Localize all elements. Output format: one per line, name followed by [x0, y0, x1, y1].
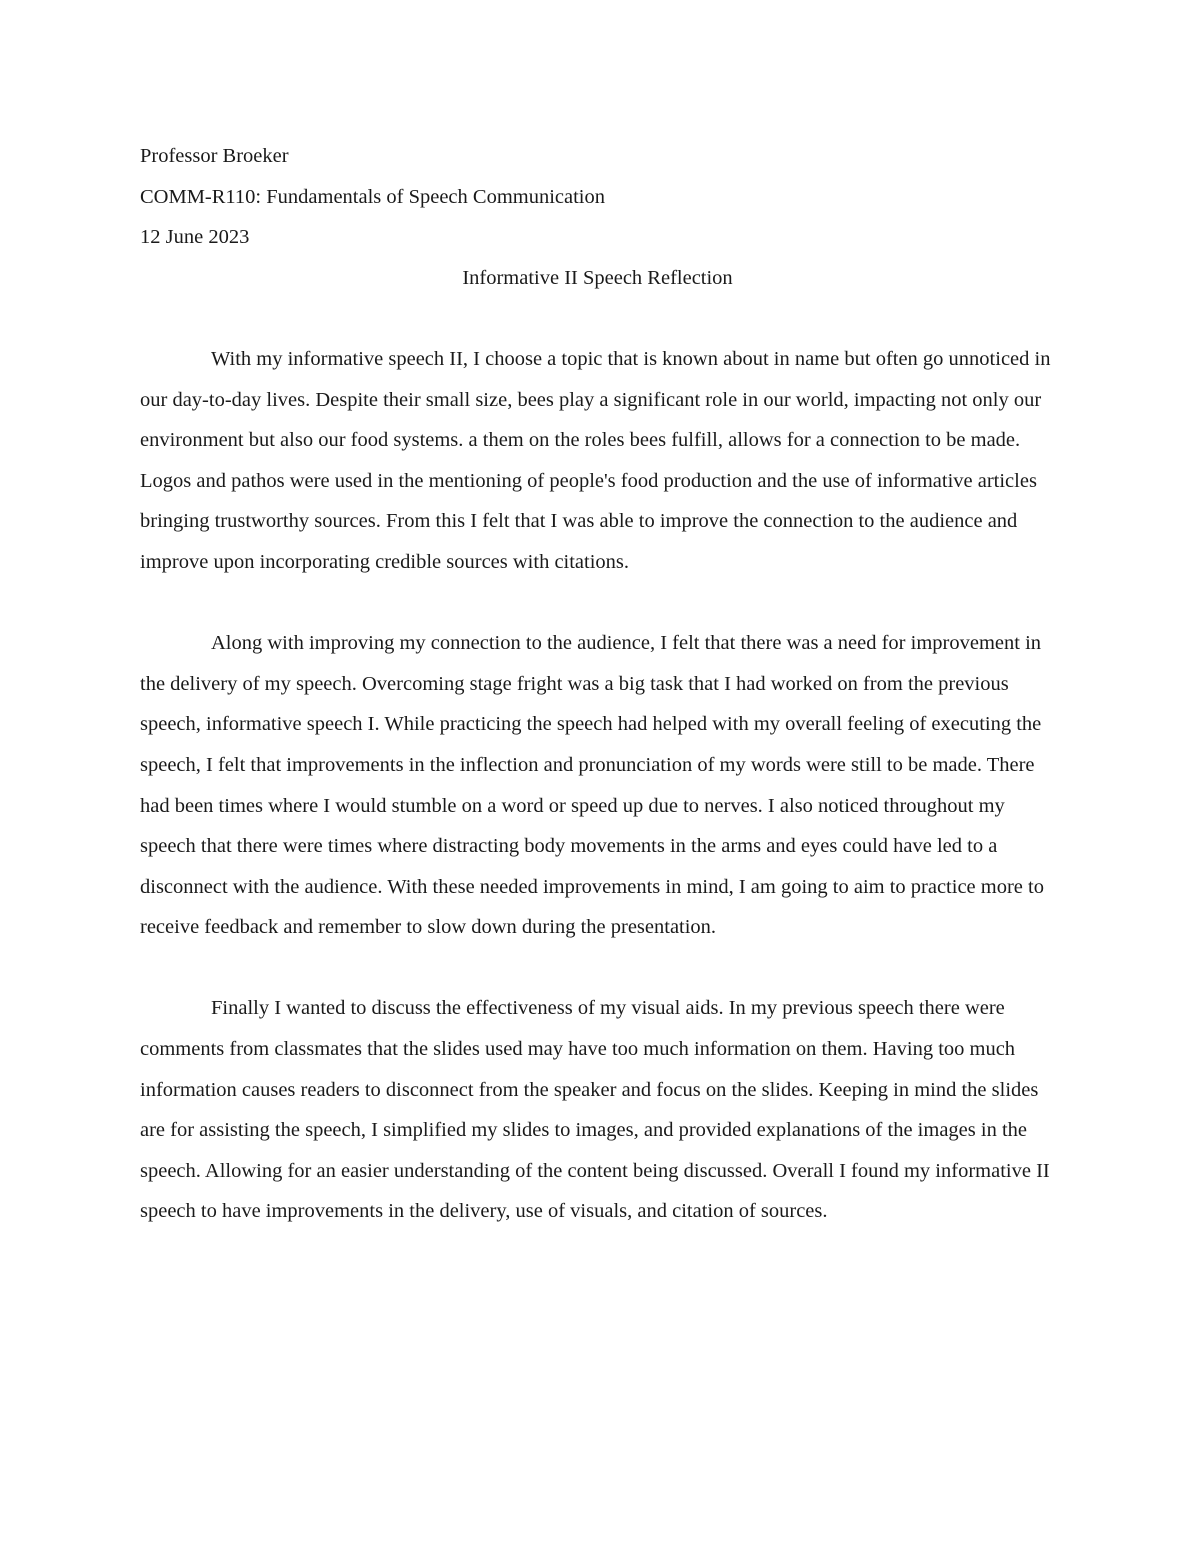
paragraph-2: Along with improving my connection to the audience, I felt that there was a need for improvement in the delivery of my speech. Overcoming stage fright was a big task that I had worked on from the previous speech, informative speech I. While practicing the speech had helped with my overall feeling of executing the speech, I felt that improvements in the inflection and pronunciation of my words were still to be made. There had been times where I would stumble on a word or speed up due to nerves. I also noticed throughout my speech that there were times where distracting body movements in the arms and eyes could have led to a disconnect with the audience. With these needed improvements in mind, I am going to aim to practice more to receive feedback and remember to slow down during the presentation.	[140, 632, 1044, 939]
document-title: Informative II Speech Reflection	[462, 266, 733, 289]
paragraph-1: With my informative speech II, I choose a topic that is known about in name but often go unnoticed in our day-to-day lives. Despite their small size, bees play a significant role in our world, impacting not only our environment but also our food systems. a them on the roles bees fulfill, allows for a connection to be made. Logos and pathos were used in the mentioning of people's food production and the use of informative articles bringing trustworthy sources. From this I felt that I was able to improve the connection to the audience and improve upon incorporating credible sources with citations.	[140, 347, 1051, 573]
spacer	[140, 583, 1055, 624]
instructor-name: Professor Broeker	[140, 145, 289, 167]
spacer	[140, 298, 1055, 339]
paragraph-3: Finally I wanted to discuss the effectiveness of my visual aids. In my previous speech there were comments from classmates that the slides used may have too much information on them. Having too much information causes readers to disconnect from the speaker and focus on the slides. Keeping in mind the slides are for assisting the speech, I simplified my slides to images, and provided explanations of the images in the speech. Allowing for an easier understanding of the content being discussed. Overall I found my informative II speech to have improvements in the delivery, use of visuals, and citation of sources.	[140, 997, 1050, 1223]
course-name: COMM-R110: Fundamentals of Speech Communication	[140, 185, 606, 208]
document-date: 12 June 2023	[140, 226, 250, 249]
document-body	[140, 136, 1055, 1232]
spacer	[140, 948, 1055, 989]
